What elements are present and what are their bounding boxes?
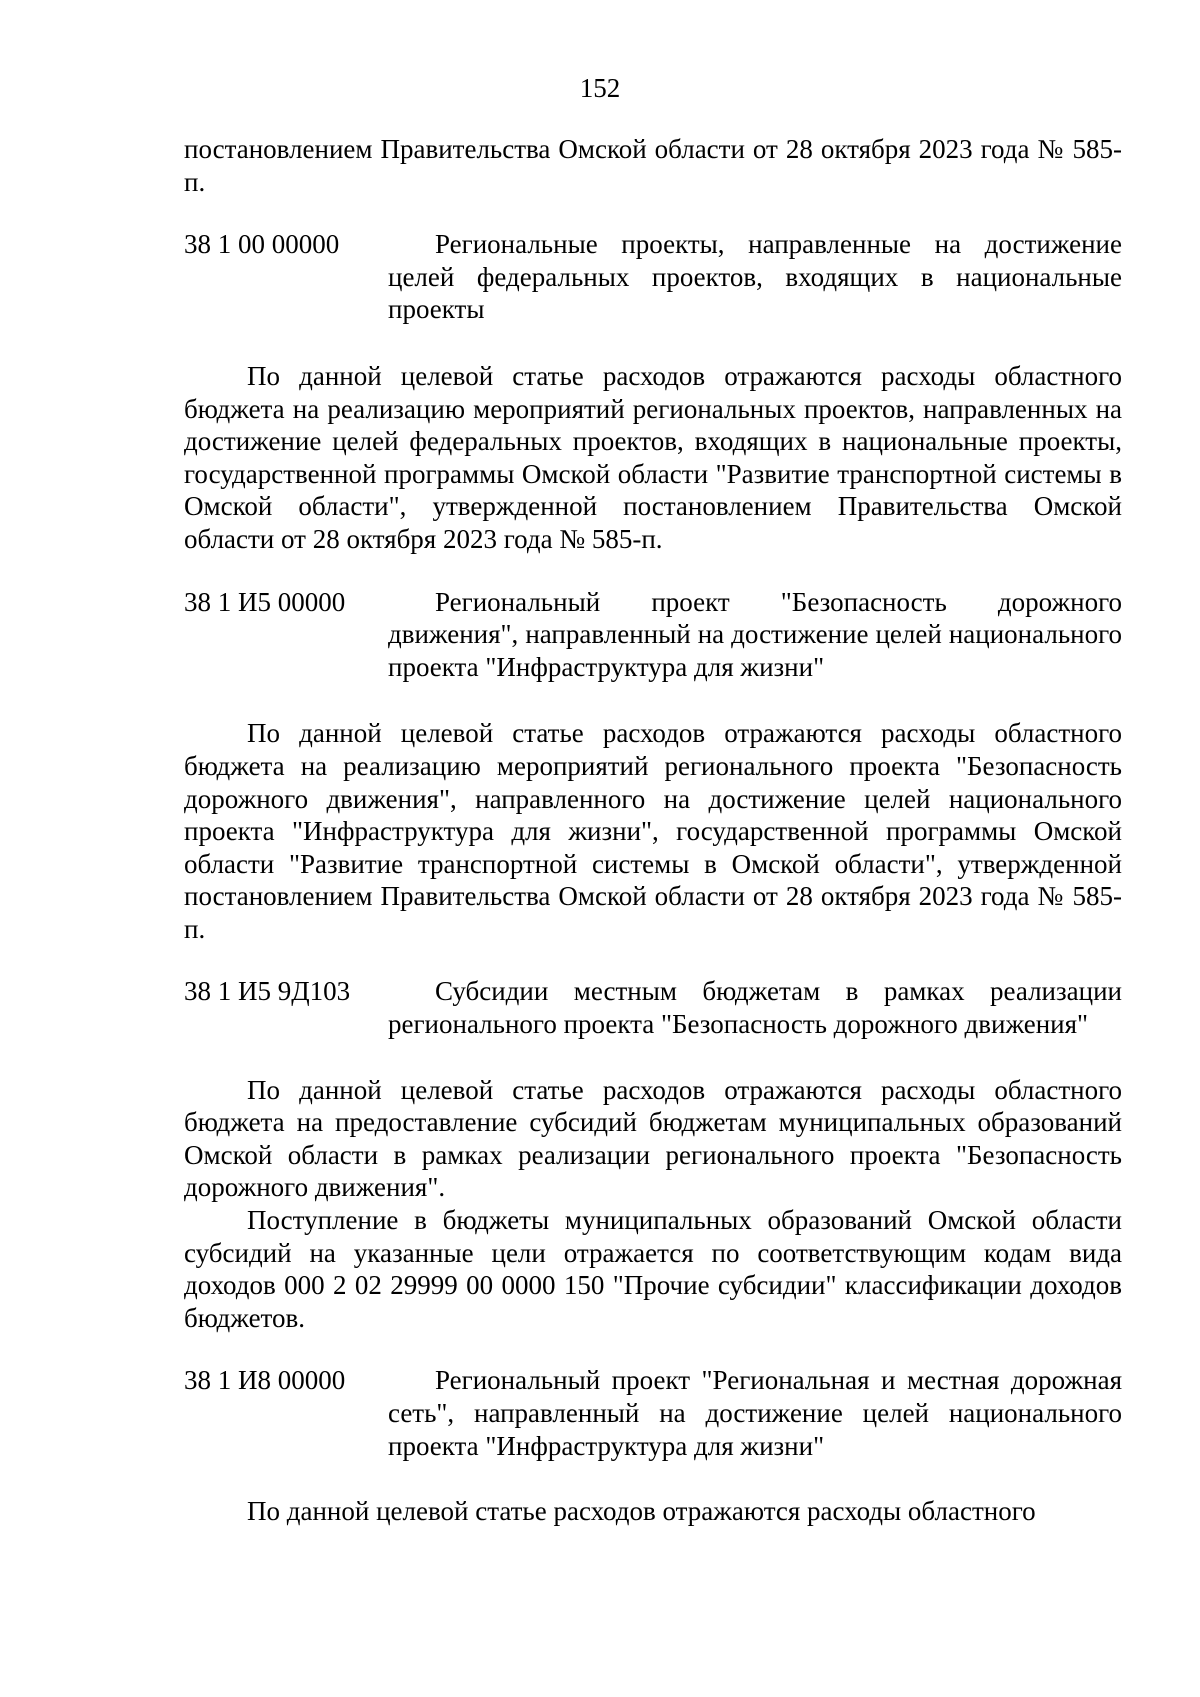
spacer xyxy=(184,1462,1122,1495)
spacer xyxy=(184,683,1122,717)
budget-code: 38 1 00 00000 xyxy=(184,229,340,260)
budget-code-title: Региональные проекты, направленные на достижение целей федеральных проектов, входящих в национальные проекты xyxy=(388,229,1122,325)
spacer xyxy=(184,1041,1122,1074)
paragraph: По данной целевой статье расходов отражаются расходы областного бюджета на предоставление субсидий бюджетам муниципальных образований Омской области в рамках реализации регионального проекта "Безопасность дорожного движения". xyxy=(184,1074,1122,1203)
budget-code-title: Субсидии местным бюджетам в рамках реализации регионального проекта "Безопасность дорожного движения" xyxy=(388,976,1122,1040)
document-body xyxy=(184,133,1122,1528)
page-number: 152 xyxy=(579,73,621,103)
spacer xyxy=(184,198,1122,228)
budget-code-entry xyxy=(184,228,1122,326)
budget-code-title: Региональный проект "Региональная и местная дорожная сеть", направленный на достижение целей национального проекта "Инфраструктура для жизни" xyxy=(388,1365,1122,1461)
spacer xyxy=(184,1334,1122,1364)
paragraph: По данной целевой статье расходов отражаются расходы областного бюджета на реализацию мероприятий региональных проектов, направленных на достижение целей федеральных проектов, входящих в национальные проекты, государственной программы Омской области "Развитие транспортной системы в Омской области", утвержденной постановлением Правительства Омской области от 28 октября 2023 года № 585-п. xyxy=(184,360,1122,554)
spacer xyxy=(184,326,1122,360)
budget-code: 38 1 И5 9Д103 xyxy=(184,976,351,1007)
budget-code: 38 1 И8 00000 xyxy=(184,1365,346,1396)
spacer xyxy=(184,556,1122,586)
budget-code-entry xyxy=(184,1364,1122,1462)
paragraph: постановлением Правительства Омской области от 28 октября 2023 года № 585-п. xyxy=(184,134,1122,197)
budget-code-entry xyxy=(184,586,1122,684)
spacer xyxy=(184,945,1122,975)
budget-code: 38 1 И5 00000 xyxy=(184,586,346,617)
budget-code-entry xyxy=(184,975,1122,1040)
budget-code-title: Региональный проект "Безопасность дорожного движения", направленный на достижение целей национального проекта "Инфраструктура для жизни" xyxy=(388,586,1122,682)
paragraph: По данной целевой статье расходов отражаются расходы областного бюджета на реализацию мероприятий регионального проекта "Безопасность дорожного движения", направленного на достижение целей национального проекта "Инфраструктура для жизни", государственной программы Омской области "Развитие транспортной системы в Омской области", утвержденной постановлением Правительства Омской области от 28 октября 2023 года № 585-п. xyxy=(184,718,1122,944)
paragraph: Поступление в бюджеты муниципальных образований Омской области субсидий на указанные цели отражается по соответствующим кодам вида доходов 000 2 02 29999 00 0000 150 "Прочие субсидии" классификации доходов бюджетов. xyxy=(184,1205,1122,1333)
paragraph: По данной целевой статье расходов отражаются расходы областного xyxy=(247,1496,1036,1527)
